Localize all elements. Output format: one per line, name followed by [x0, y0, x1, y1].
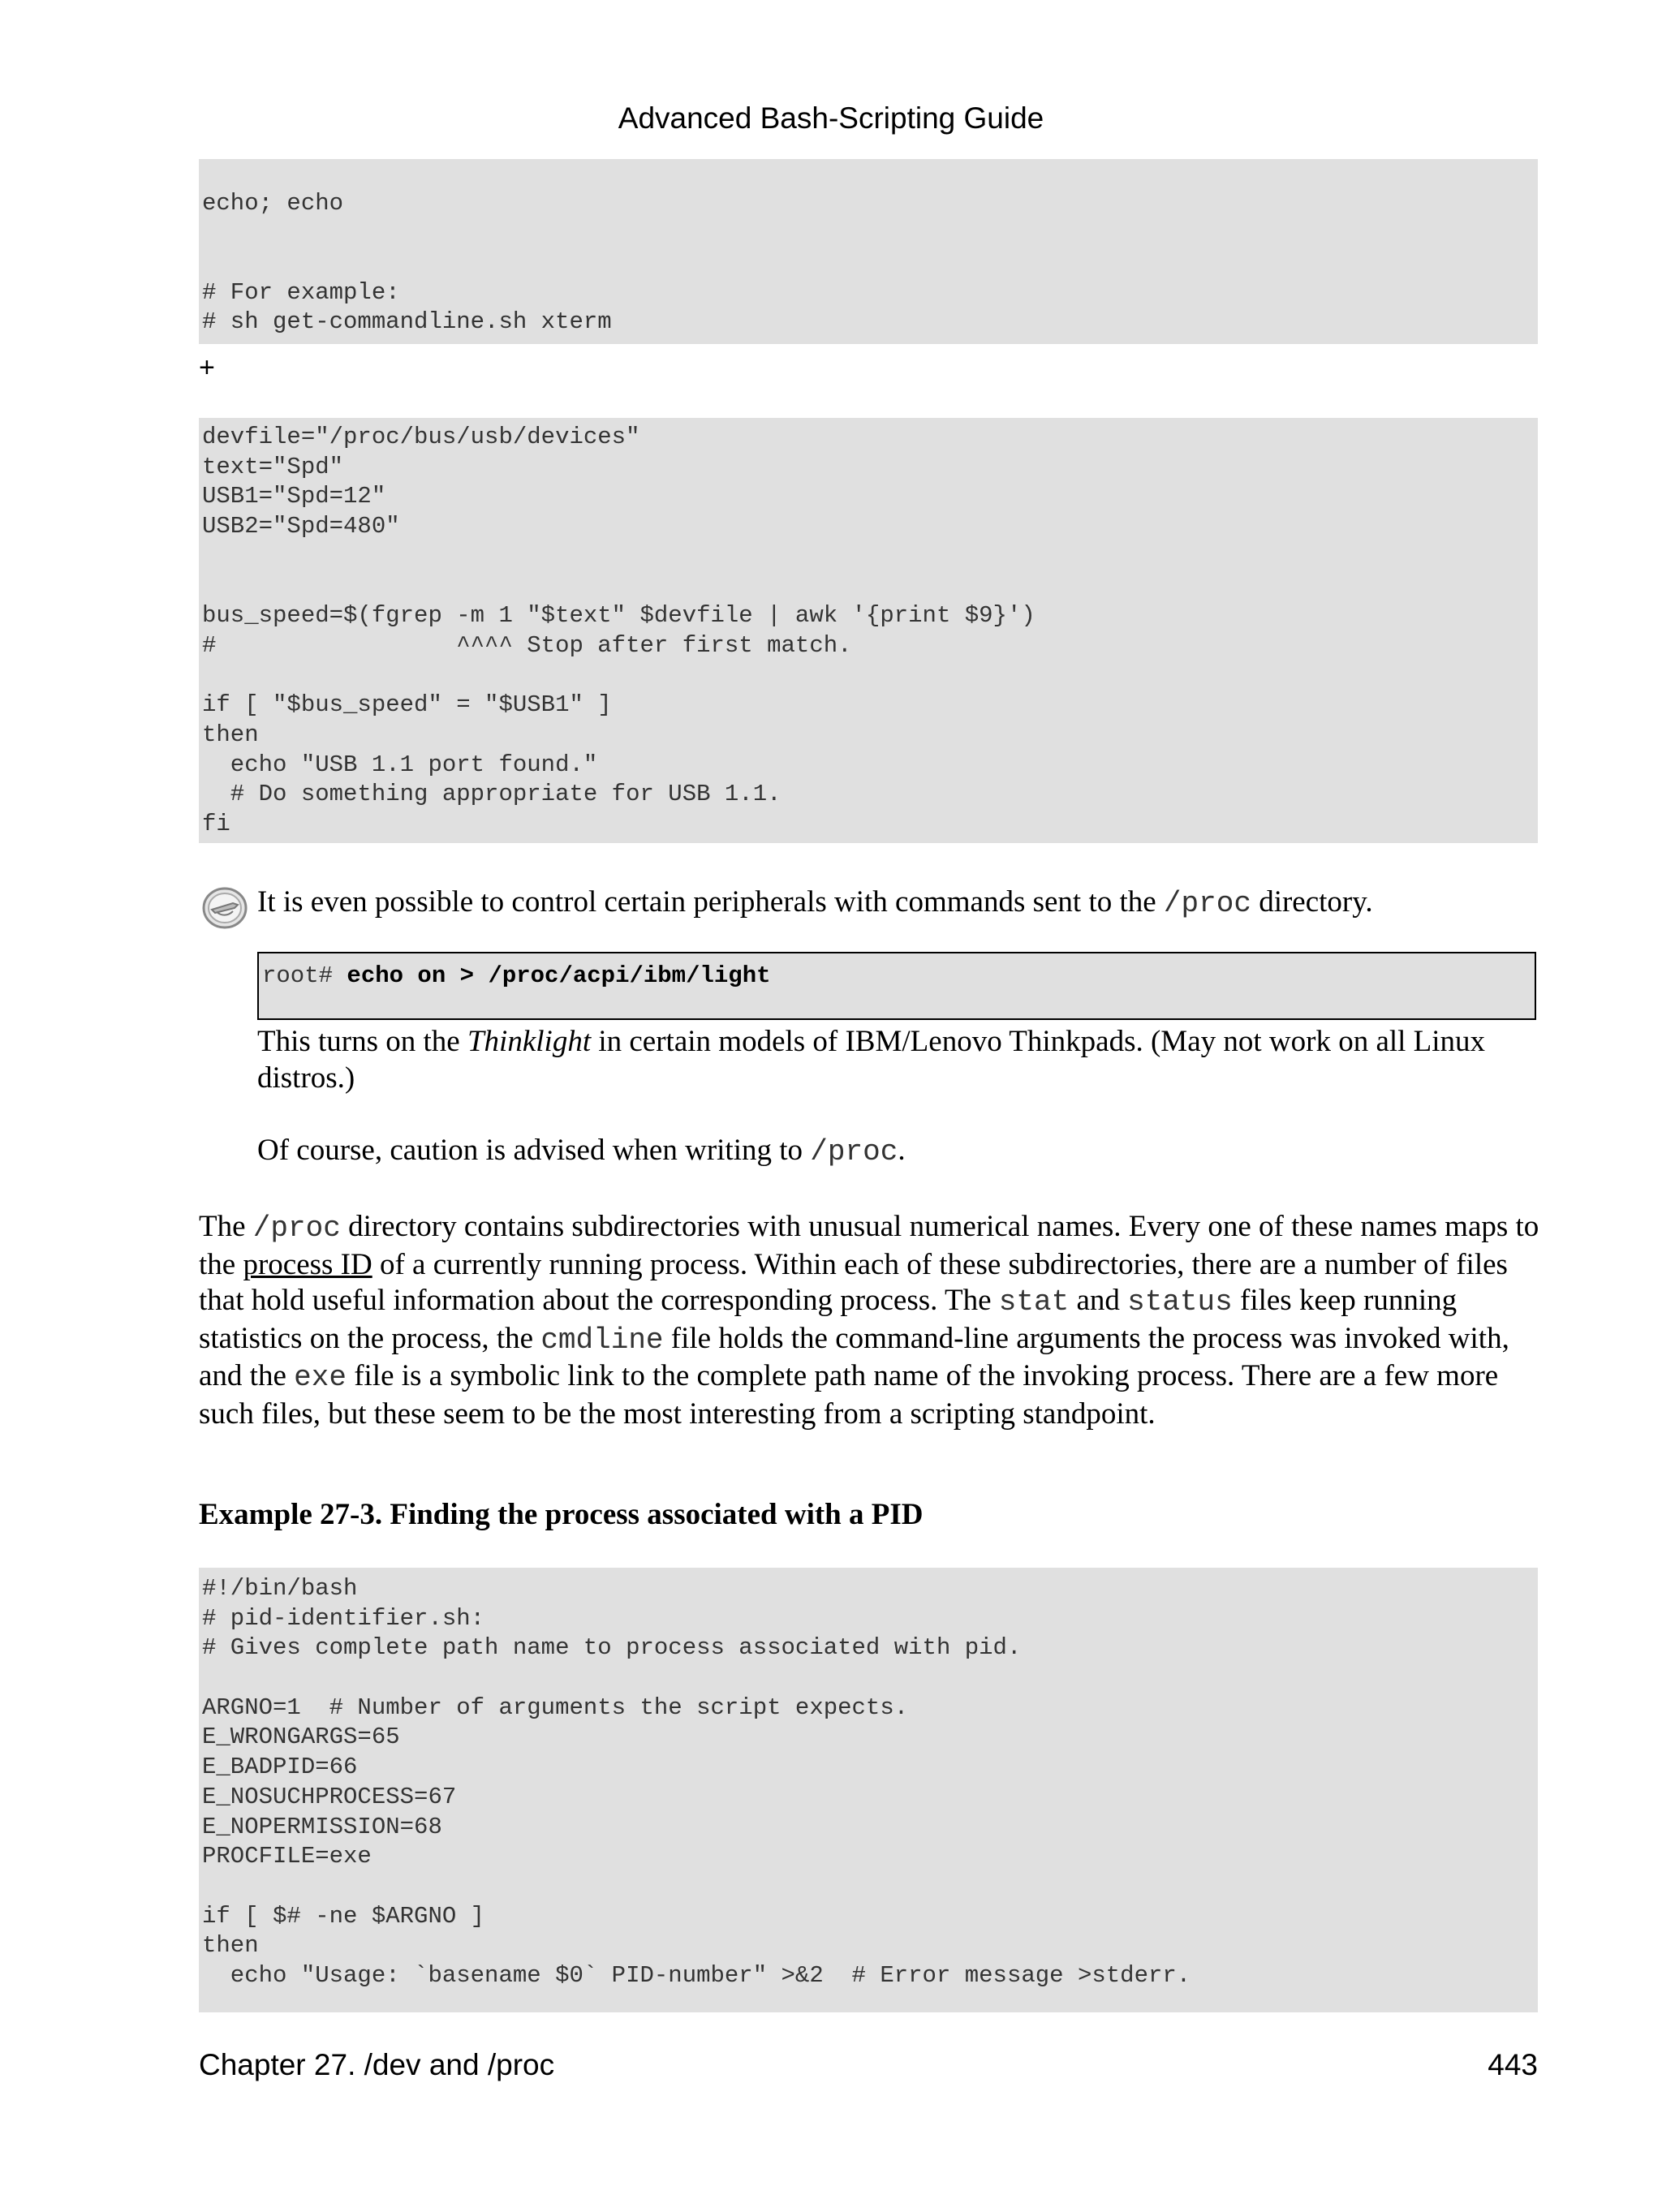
code-line: echo; echo [202, 189, 344, 217]
code-line [202, 159, 1538, 189]
footer-page-number: 443 [1488, 2048, 1538, 2081]
screen-prompt: root# [262, 962, 347, 989]
body-text: directory contains subdirectories with unusual numerical names. Every one of these names maps to the [199, 1210, 1539, 1281]
body-mono-exe: exe [294, 1361, 347, 1394]
code-block-pid-identifier [199, 1568, 1538, 2012]
code-line: bus_speed=$(fgrep -m 1 "$text" $devfile | awk '{print $9}') [202, 602, 1036, 630]
code-line: # ^^^^ Stop after first match. [202, 631, 852, 659]
caution-proc: /proc [810, 1135, 898, 1168]
code-line: echo "USB 1.1 port found." [202, 751, 598, 778]
code-line: # pid-identifier.sh: [202, 1604, 485, 1632]
note-text-after: directory. [1251, 885, 1373, 919]
screen-command: echo on > /proc/acpi/ibm/light [347, 962, 771, 989]
code-line [202, 218, 1538, 248]
note-text-before: It is even possible to control certain peripherals with commands sent to the [257, 885, 1164, 919]
code-line: fi [202, 810, 230, 837]
code-line: USB2="Spd=480" [202, 513, 400, 540]
body-mono-status: status [1127, 1285, 1233, 1319]
code-line: E_NOPERMISSION=68 [202, 1813, 442, 1840]
body-text: file is a symbolic link to the complete path name of the invoking process. There are a few more such files, but these seem to be the most interesting from a scripting standpoint. [199, 1359, 1499, 1431]
plus-sign: + [199, 352, 215, 383]
code-line: PROCFILE=exe [202, 1843, 372, 1870]
code-line: # Gives complete path name to process associated with pid. [202, 1634, 1022, 1662]
code-line: E_NOSUCHPROCESS=67 [202, 1783, 457, 1810]
note-paragraph [257, 884, 1539, 923]
example-title: Example 27-3. Finding the process associated with a PID [199, 1498, 924, 1531]
code-line: then [202, 1932, 259, 1960]
thinklight-italic: Thinklight [467, 1025, 592, 1058]
code-line: # sh get-commandline.sh xterm [202, 308, 612, 336]
code-block-usb-speed [199, 418, 1538, 843]
footer-chapter: Chapter 27. /dev and /proc [199, 2048, 555, 2081]
body-text: files keep running statistics on the process, the [199, 1284, 1457, 1355]
code-line: E_WRONGARGS=65 [202, 1724, 400, 1751]
code-line [202, 571, 1538, 601]
proc-description-paragraph [199, 1209, 1539, 1432]
screen-command-box [257, 952, 1536, 1020]
code-line [202, 248, 1538, 278]
code-line [202, 661, 1538, 691]
code-line: USB1="Spd=12" [202, 483, 386, 510]
code-line: if [ "$bus_speed" = "$USB1" ] [202, 691, 612, 719]
code-line: # Do something appropriate for USB 1.1. [202, 781, 781, 808]
code-line: E_BADPID=66 [202, 1754, 358, 1781]
body-mono-proc: /proc [252, 1211, 341, 1245]
code-line [202, 1663, 1538, 1693]
thinklight-text-after: in certain models of IBM/Lenovo Thinkpads. (May not work on all Linux distros.) [257, 1025, 1486, 1095]
code-line: # For example: [202, 278, 400, 306]
body-text: of a currently running process. Within each of these subdirectories, there are a number of files that hold useful information about the corresponding process. The [199, 1247, 1508, 1317]
page-header: Advanced Bash-Scripting Guide [618, 101, 1044, 135]
body-text: and [1069, 1284, 1128, 1317]
note-paragraph-thinklight [257, 1024, 1539, 1096]
code-line [202, 1872, 1538, 1902]
code-line [202, 542, 1538, 572]
code-line: then [202, 721, 259, 748]
body-mono-cmdline: cmdline [540, 1323, 664, 1357]
body-text: The [199, 1210, 253, 1243]
code-line: devfile="/proc/bus/usb/devices" [202, 424, 640, 450]
body-text: file holds the command-line arguments the process was invoked with, and the [199, 1321, 1509, 1392]
code-line: ARGNO=1 # Number of arguments the script expects. [202, 1693, 909, 1721]
note-icon [200, 882, 249, 931]
body-mono-stat: stat [998, 1285, 1070, 1319]
caution-text: Of course, caution is advised when writing to [257, 1134, 811, 1167]
proc-directory: /proc [1163, 887, 1251, 920]
caution-period: . [898, 1134, 906, 1167]
note-paragraph-caution [257, 1133, 1539, 1171]
code-line: echo "Usage: `basename $0` PID-number" >&2 # Error message >stderr. [202, 1961, 1191, 1989]
page-footer [199, 2047, 1538, 2083]
code-block-commandline [199, 159, 1538, 344]
code-line: if [ $# -ne $ARGNO ] [202, 1902, 485, 1930]
thinklight-text-before: This turns on the [257, 1025, 467, 1058]
code-line: text="Spd" [202, 453, 344, 480]
process-id-link[interactable]: process ID [243, 1247, 372, 1281]
code-line: #!/bin/bash [202, 1575, 358, 1602]
